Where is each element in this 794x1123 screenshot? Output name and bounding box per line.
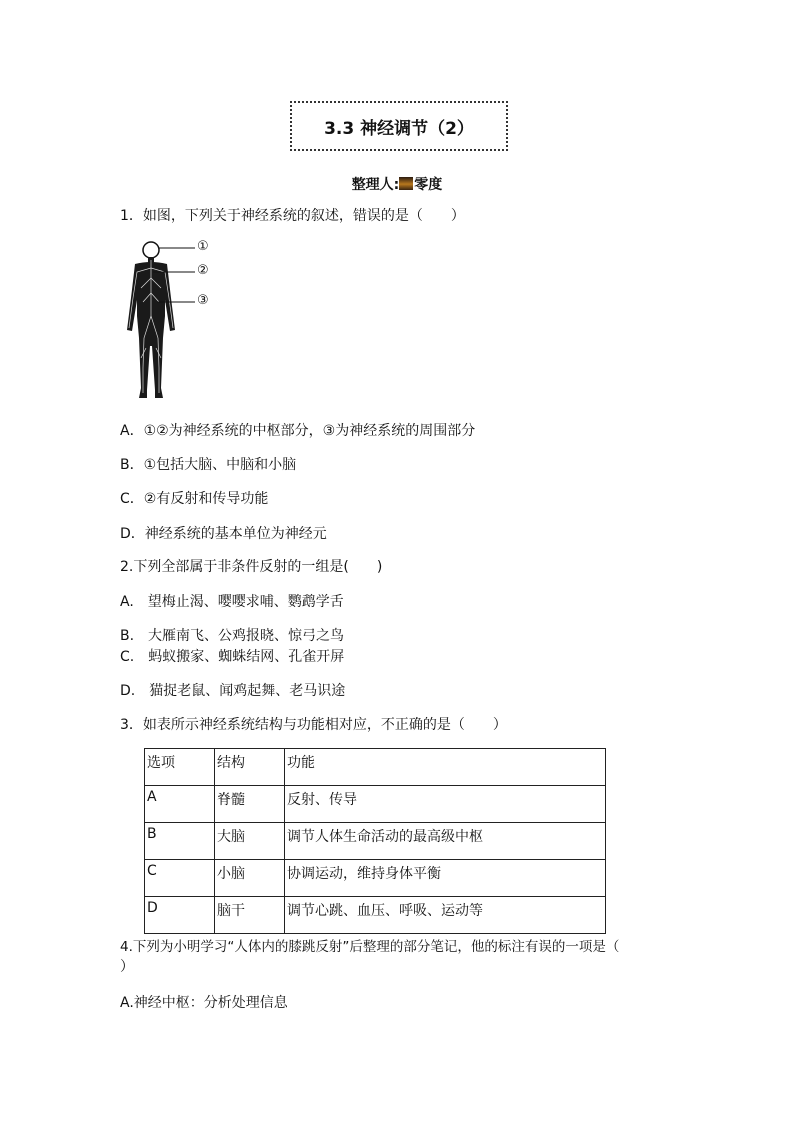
q1-option-a: A．①②为神经系统的中枢部分，③为神经系统的周围部分 [120,423,476,439]
table-cell: 脊髓 [215,786,285,823]
page-title: 3.3 神经调节（2） [324,118,474,139]
figure-label-3: ③ [197,293,209,308]
author-name: 零度 [414,177,443,193]
table-header-cell: 结构 [215,749,285,786]
q2-option-a: A. 望梅止渴、嘤嘤求哺、鹦鹉学舌 [120,594,344,610]
table-cell: C [145,860,215,897]
table-row [145,786,606,823]
table-header-cell: 功能 [285,749,606,786]
q3-table [144,748,606,934]
table-cell: 调节人体生命活动的最高级中枢 [285,823,606,860]
q1-stem: 1．如图，下列关于神经系统的叙述，错误的是（ ） [120,208,465,224]
author-label: 整理人: [351,177,400,193]
q1-option-d: D．神经系统的基本单位为神经元 [120,526,327,542]
table-row [145,823,606,860]
q3-stem: 3．如表所示神经系统结构与功能相对应，不正确的是（ ） [120,717,507,733]
table-header-cell: 选项 [145,749,215,786]
q2-option-c: C. 蚂蚁搬家、蜘蛛结网、孔雀开屏 [120,649,345,665]
table-cell: 调节心跳、血压、呼吸、运动等 [285,897,606,934]
q2-option-d: D. 猫捉老鼠、闻鸡起舞、老马识途 [120,683,346,699]
title-box [290,101,508,151]
author-avatar-icon [399,177,413,190]
table-cell: 大脑 [215,823,285,860]
q4-stem-line1: 4.下列为小明学习“人体内的膝跳反射”后整理的部分笔记，他的标注有误的一项是（ [120,939,620,955]
table-cell: B [145,823,215,860]
q2-option-b: B. 大雁南飞、公鸡报晓、惊弓之鸟 [120,628,345,644]
table-cell: A [145,786,215,823]
table-cell: 协调运动，维持身体平衡 [285,860,606,897]
figure-label-2: ② [197,263,209,278]
q4-option-a: A.神经中枢：分析处理信息 [120,995,288,1011]
table-header-row [145,749,606,786]
q1-option-c: C．②有反射和传导功能 [120,491,269,507]
table-cell: 反射、传导 [285,786,606,823]
q1-option-b: B．①包括大脑、中脑和小脑 [120,457,297,473]
table-cell: D [145,897,215,934]
table-row [145,860,606,897]
q4-stem-line2: ） [120,959,134,975]
table-cell: 小脑 [215,860,285,897]
table-cell: 脑干 [215,897,285,934]
nervous-system-figure [117,238,217,408]
q2-stem: 2.下列全部属于非条件反射的一组是( ) [120,559,383,575]
author-line [0,174,794,194]
figure-label-1: ① [197,239,209,254]
table-row [145,897,606,934]
